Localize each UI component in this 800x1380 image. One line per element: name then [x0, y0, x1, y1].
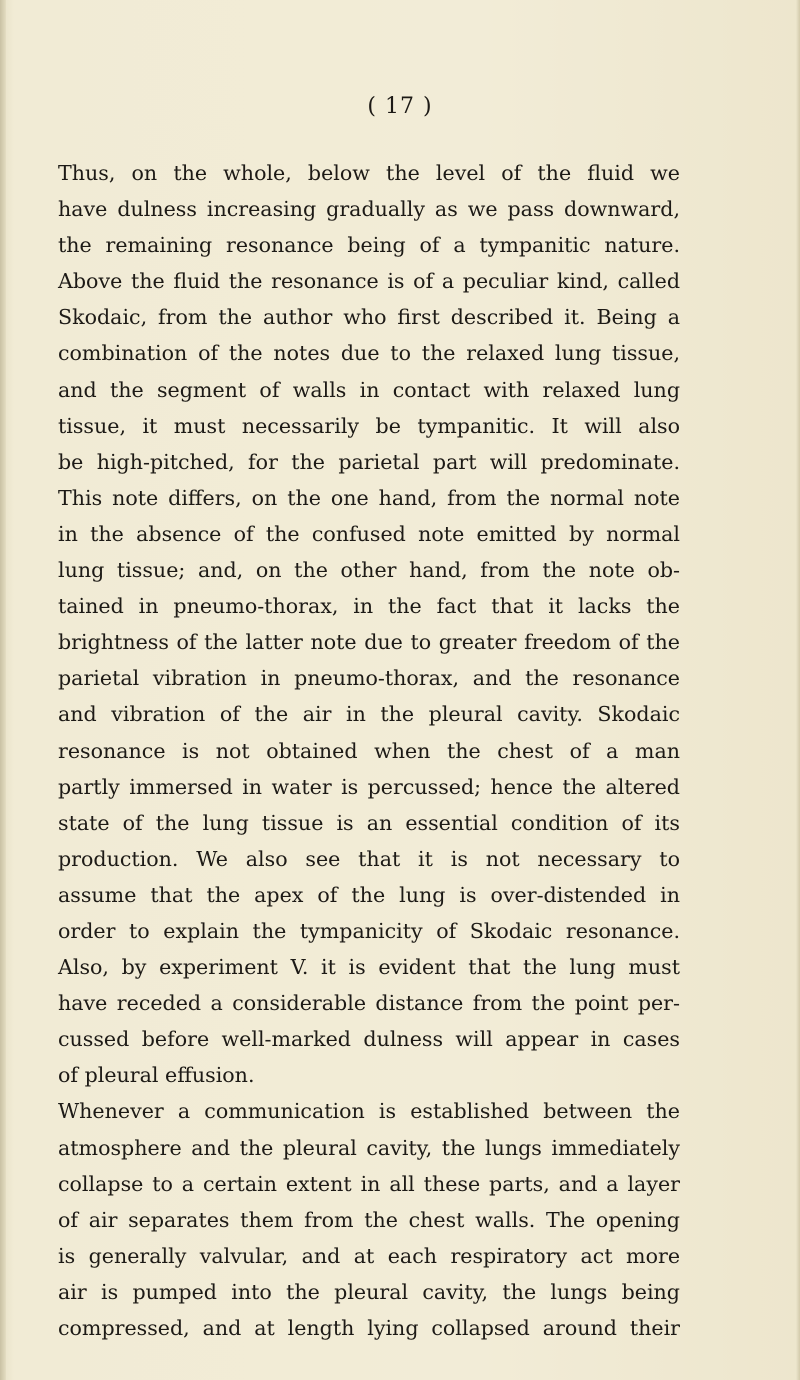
- text-line: Thus, on the whole, below the level of the fluid we: [58, 161, 680, 185]
- text-line: production. We also see that it is not necessary to: [58, 846, 680, 871]
- page-number: ( 17 ): [367, 94, 433, 119]
- text-line: and the segment of walls in contact with relaxed lung: [58, 377, 680, 402]
- text-line: have receded a considerable distance from the point per-: [58, 991, 680, 1016]
- text-line: order to explain the tympanicity of Skodaic resonance.: [58, 918, 680, 943]
- text-line: atmosphere and the pleural cavity, the lungs immediately: [58, 1135, 680, 1160]
- body-text: [58, 155, 680, 1346]
- text-line: tained in pneumo-thorax, in the fact that it lacks the: [58, 594, 680, 619]
- text-line: compressed, and at length lying collapsed around their: [58, 1316, 680, 1340]
- page-edge: [796, 0, 800, 1380]
- text-line: Also, by experiment V. it is evident that the lung must: [58, 955, 680, 980]
- text-line: is generally valvular, and at each respiratory act more: [58, 1243, 680, 1268]
- text-line: be high-pitched, for the parietal part will predominate.: [58, 449, 680, 474]
- text-line: of air separates them from the chest walls. The opening: [58, 1207, 680, 1232]
- text-line: state of the lung tissue is an essential condition of its: [58, 810, 680, 835]
- paragraph-end-line: of pleural effusion.: [58, 1063, 255, 1088]
- text-line: assume that the apex of the lung is over-distended in: [58, 882, 680, 907]
- text-line: combination of the notes due to the relaxed lung tissue,: [58, 341, 680, 366]
- text-line: This note differs, on the one hand, from the normal note: [58, 485, 680, 510]
- text-line: partly immersed in water is percussed; hence the altered: [58, 774, 680, 799]
- text-line: Skodaic, from the author who first described it. Being a: [58, 305, 680, 330]
- text-line: Whenever a communication is established between the: [58, 1099, 680, 1124]
- page-gutter-shadow: [0, 0, 6, 1380]
- text-line: cussed before well-marked dulness will appear in cases: [58, 1027, 680, 1052]
- text-line: have dulness increasing gradually as we pass downward,: [58, 197, 680, 222]
- text-line: in the absence of the confused note emitted by normal: [58, 521, 680, 546]
- text-line: resonance is not obtained when the chest of a man: [58, 738, 680, 763]
- text-line: parietal vibration in pneumo-thorax, and the resonance: [58, 666, 680, 691]
- text-line: Above the fluid the resonance is of a peculiar kind, called: [58, 269, 680, 294]
- text-line: lung tissue; and, on the other hand, from the note ob-: [58, 558, 680, 583]
- text-line: collapse to a certain extent in all these parts, and a layer: [58, 1171, 680, 1196]
- text-line: the remaining resonance being of a tympanitic nature.: [58, 233, 680, 258]
- text-line: air is pumped into the pleural cavity, the lungs being: [58, 1279, 680, 1304]
- text-line: brightness of the latter note due to greater freedom of the: [58, 630, 680, 655]
- text-line: tissue, it must necessarily be tympanitic. It will also: [58, 413, 680, 438]
- text-line: and vibration of the air in the pleural cavity. Skodaic: [58, 702, 680, 727]
